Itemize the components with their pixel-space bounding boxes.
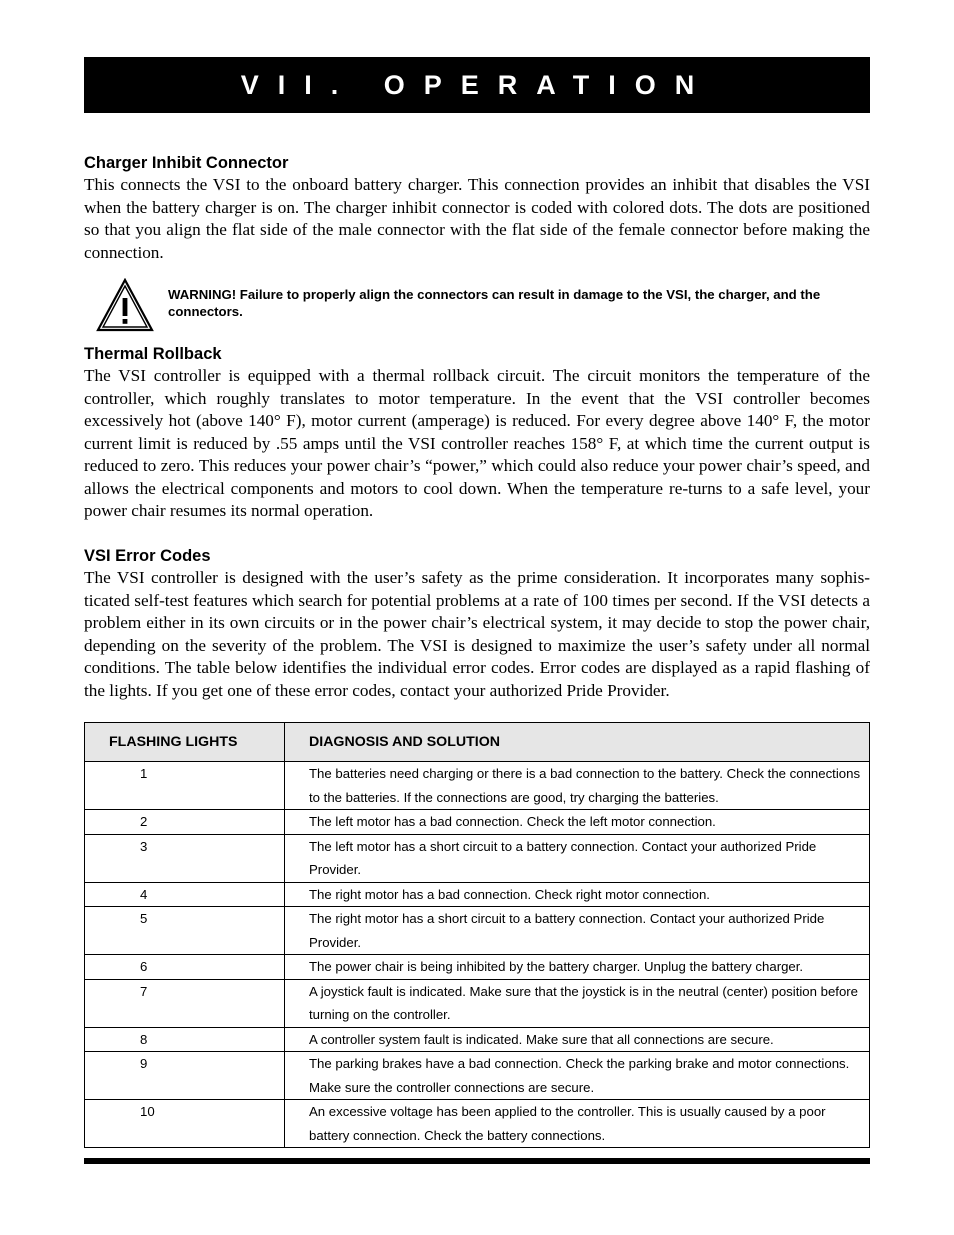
diagnosis-text: A controller system fault is indicated. Make sure that all connections are secure. (285, 1027, 870, 1052)
table-header-row (85, 723, 870, 762)
diagnosis-text: An excessive voltage has been applied to the controller. This is usually caused by a poor battery connection. Check the battery connections. (285, 1100, 870, 1148)
flash-count: 6 (85, 955, 285, 980)
table-row (85, 979, 870, 1027)
charger-body: This connects the VSI to the onboard battery charger. This connection provides an inhibit that disables the VSI when the battery charger is on. The charger inhibit connector is coded with colored dots. The dots are positioned so that you align the flat side of the male connector with the flat side of the female connector before making the connection. (84, 175, 870, 262)
footer-rule (84, 1158, 870, 1164)
table-row (85, 907, 870, 955)
flash-count: 2 (85, 810, 285, 835)
diagnosis-text: The right motor has a short circuit to a battery connection. Contact your authorized Pride Provider. (285, 907, 870, 955)
chapter-banner (84, 57, 870, 113)
error-codes-table (84, 722, 870, 1148)
table-row (85, 1027, 870, 1052)
diagnosis-text: A joystick fault is indicated. Make sure that the joystick is in the neutral (center) position before turning on the controller. (285, 979, 870, 1027)
warning-triangle-icon (96, 278, 154, 332)
flash-count: 5 (85, 907, 285, 955)
header-flashing-lights: FLASHING LIGHTS (85, 723, 285, 762)
table-row (85, 1052, 870, 1100)
thermal-heading: Thermal Rollback (84, 345, 222, 363)
charger-section (84, 152, 870, 264)
flash-count: 9 (85, 1052, 285, 1100)
flash-count: 1 (85, 762, 285, 810)
table-row (85, 834, 870, 882)
warning-box (96, 278, 870, 334)
errors-heading: VSI Error Codes (84, 547, 211, 565)
charger-heading: Charger Inhibit Connector (84, 154, 289, 172)
flash-count: 4 (85, 882, 285, 907)
chapter-title: VII. OPERATION (240, 69, 714, 100)
thermal-body: The VSI controller is equipped with a thermal rollback circuit. The circuit monitors the temperature of the controller, which roughly translates to motor temperature. In the event that the VSI controller becomes excessively hot (above 140° F), motor current (amperage) is reduced. For every degree above 140° F, the motor current limit is reduced by .55 amps until the VSI controller reaches 158° F, at which time the current output is reduced to zero. This reduces your power chair’s “power,” which could also reduce your power chair’s speed, and allows the electrical components and motors to cool down. When the temperature re-turns to a safe level, your power chair resumes its normal operation. (84, 366, 870, 520)
diagnosis-text: The left motor has a short circuit to a battery connection. Contact your authorized Pride Provider. (285, 834, 870, 882)
flash-count: 10 (85, 1100, 285, 1148)
table-row (85, 955, 870, 980)
diagnosis-text: The left motor has a bad connection. Check the left motor connection. (285, 810, 870, 835)
diagnosis-text: The power chair is being inhibited by the battery charger. Unplug the battery charger. (285, 955, 870, 980)
table-row (85, 882, 870, 907)
warning-text: WARNING! Failure to properly align the connectors can result in damage to the VSI, the charger, and the connectors. (168, 287, 821, 319)
diagnosis-text: The right motor has a bad connection. Check right motor connection. (285, 882, 870, 907)
flash-count: 7 (85, 979, 285, 1027)
diagnosis-text: The batteries need charging or there is a bad connection to the battery. Check the connections to the batteries. If the connections are good, try charging the batteries. (285, 762, 870, 810)
thermal-section (84, 343, 870, 523)
table-row (85, 810, 870, 835)
errors-body: The VSI controller is designed with the user’s safety as the prime consideration. It incorporates many sophis-ticated self-test features which search for potential problems at a rate of 100 times per second. If the VSI detects a problem either in its own circuits or in the power chair’s electrical system, it may decide to stop the power chair, depending on the severity of the problem. The VSI is designed to maximize the user’s safety under all normal conditions. The table below identifies the individual error codes. Error codes are displayed as a rapid flashing of the lights. If you get one of these error codes, contact your authorized Pride Provider. (84, 568, 870, 700)
header-diagnosis: DIAGNOSIS AND SOLUTION (285, 723, 870, 762)
flash-count: 8 (85, 1027, 285, 1052)
table-row (85, 1100, 870, 1148)
flash-count: 3 (85, 834, 285, 882)
diagnosis-text: The parking brakes have a bad connection. Check the parking brake and motor connections. Make sure the controller connections are secure. (285, 1052, 870, 1100)
table-row (85, 762, 870, 810)
errors-section (84, 545, 870, 702)
